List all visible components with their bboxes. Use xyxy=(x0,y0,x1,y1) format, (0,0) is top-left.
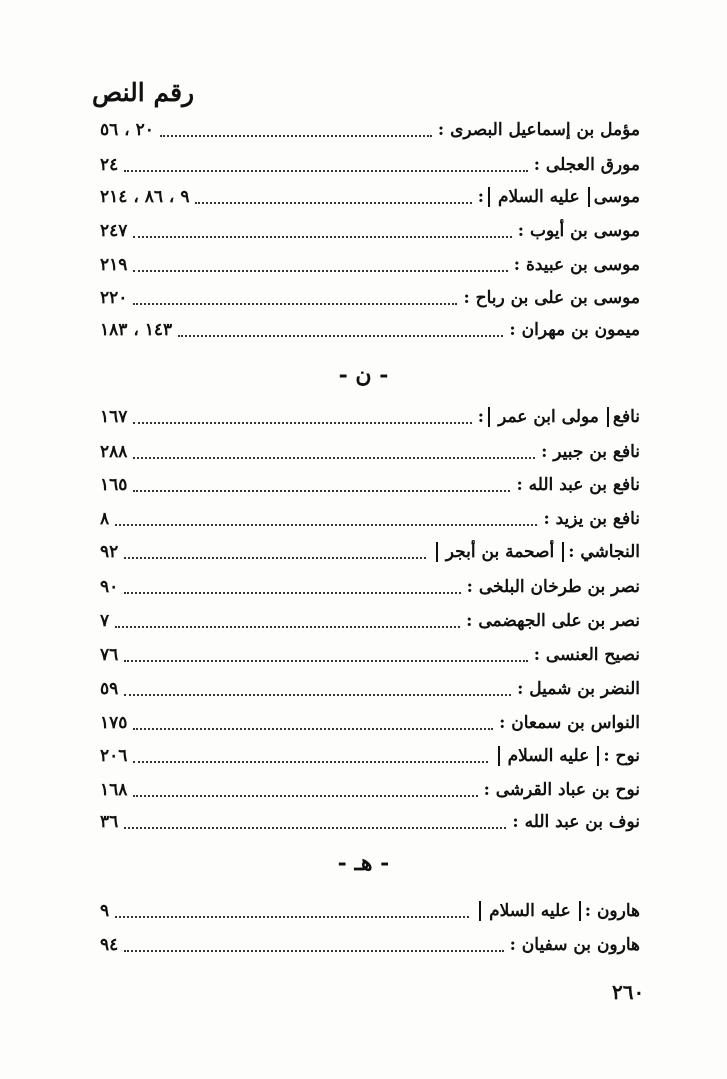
entry-name: موسى xyxy=(593,187,640,207)
entry-name: نافع xyxy=(612,407,640,427)
entry-page-numbers: ٩٠ xyxy=(100,577,119,597)
index-entry xyxy=(100,896,640,926)
entry-name: نوح : xyxy=(603,746,640,766)
entry-page-numbers: ٢٨٨ xyxy=(100,442,128,462)
index-entry xyxy=(100,402,640,432)
index-entry xyxy=(100,437,640,467)
index-entry xyxy=(100,640,640,670)
entry-name: نصيح العنسى : xyxy=(533,645,640,665)
entry-page-numbers: ٢٤٧ xyxy=(100,221,128,241)
dot-leader xyxy=(115,916,469,918)
entry-page-numbers: ٩٢ xyxy=(100,542,119,562)
entry-page-numbers: ١٦٧ xyxy=(100,407,128,427)
dot-leader xyxy=(133,422,471,424)
index-entry xyxy=(100,741,640,771)
page-number: ٢٦٠ xyxy=(612,980,645,1004)
entry-name: هارون : xyxy=(584,901,640,921)
index-entry xyxy=(100,150,640,180)
dot-leader xyxy=(195,202,471,204)
entry-name: نصر بن طرخان البلخى : xyxy=(466,577,640,597)
index-entry xyxy=(100,708,640,738)
dot-leader xyxy=(178,335,503,337)
dot-leader xyxy=(133,457,535,459)
entry-bracket-note: مولى ابن عمر xyxy=(488,407,609,427)
dot-leader xyxy=(124,694,511,696)
index-entry xyxy=(100,315,640,345)
entry-name: نصر بن على الجهضمى : xyxy=(466,611,640,631)
entry-page-numbers: ١٦٨ xyxy=(100,780,128,800)
entry-page-numbers: ٢٢٠ xyxy=(100,288,128,308)
entry-name: النواس بن سمعان : xyxy=(499,713,640,733)
entry-page-numbers: ٩٤ xyxy=(100,935,119,955)
dot-leader xyxy=(133,270,507,272)
entry-name: نافع بن يزيد : xyxy=(543,509,640,529)
section-letter-ha: - هـ - xyxy=(337,850,390,876)
entry-bracket-note: عليه السلام xyxy=(479,901,581,921)
index-entry xyxy=(100,674,640,704)
entry-page-numbers: ٥٩ xyxy=(100,679,119,699)
entry-page-numbers: ٨ xyxy=(100,509,110,529)
index-entry xyxy=(100,537,640,567)
index-entry xyxy=(100,283,640,313)
entry-page-numbers: ٢٠ ، ٥٦ xyxy=(100,120,154,140)
index-entry xyxy=(100,606,640,636)
entry-name: ميمون بن مهران : xyxy=(509,320,640,340)
entry-name: موسى بن أيوب : xyxy=(517,221,640,241)
dot-leader xyxy=(115,626,460,628)
dot-leader xyxy=(124,827,506,829)
index-entry xyxy=(100,572,640,602)
index-entry xyxy=(100,216,640,246)
section-letter-noon: - ن - xyxy=(338,362,389,388)
dot-leader xyxy=(160,135,432,137)
entry-page-numbers: ٩ xyxy=(100,901,110,921)
entry-name: هارون بن سفيان : xyxy=(509,935,640,955)
entry-page-numbers: ١٧٥ xyxy=(100,713,128,733)
entry-name: نوح بن عباد القرشى : xyxy=(483,780,640,800)
entry-page-numbers: ١٤٣ ، ١٨٣ xyxy=(100,320,173,340)
entry-name: مورق العجلى : xyxy=(533,155,640,175)
index-entry xyxy=(100,115,640,145)
entry-page-numbers: ٣٦ xyxy=(100,812,119,832)
entry-name: موسى بن على بن رباح : xyxy=(463,288,640,308)
index-entry xyxy=(100,775,640,805)
entry-name: النجاشي : xyxy=(568,542,640,562)
column-header: رقم النص xyxy=(92,78,195,107)
index-entry xyxy=(100,807,640,837)
dot-leader xyxy=(133,490,510,492)
entry-colon: : xyxy=(477,187,485,207)
entry-page-numbers: ٩ ، ٨٦ ، ٢١٤ xyxy=(100,187,190,207)
dot-leader xyxy=(124,557,426,559)
index-entry xyxy=(100,182,640,212)
dot-leader xyxy=(133,761,487,763)
dot-leader xyxy=(124,592,460,594)
entry-page-numbers: ١٦٥ xyxy=(100,475,128,495)
entry-name: النضر بن شميل : xyxy=(517,679,640,699)
entry-page-numbers: ٢١٩ xyxy=(100,255,128,275)
index-entry xyxy=(100,470,640,500)
dot-leader xyxy=(124,950,503,952)
dot-leader xyxy=(115,524,537,526)
entry-name: نافع بن عبد الله : xyxy=(516,475,640,495)
entry-page-numbers: ٧ xyxy=(100,611,110,631)
entry-colon: : xyxy=(477,407,485,427)
entry-name: نوف بن عبد الله : xyxy=(512,812,640,832)
entry-bracket-note: عليه السلام xyxy=(498,746,600,766)
entry-bracket-note: عليه السلام xyxy=(488,187,590,207)
entry-page-numbers: ٢٤ xyxy=(100,155,119,175)
entry-page-numbers: ٢٠٦ xyxy=(100,746,128,766)
dot-leader xyxy=(133,236,511,238)
dot-leader xyxy=(124,660,527,662)
index-entry xyxy=(100,250,640,280)
entry-page-numbers: ٧٦ xyxy=(100,645,119,665)
index-entry xyxy=(100,930,640,960)
entry-name: موسى بن عبيدة : xyxy=(513,255,640,275)
dot-leader xyxy=(133,728,493,730)
dot-leader xyxy=(133,795,477,797)
entry-name: مؤمل بن إسماعيل البصرى : xyxy=(437,120,640,140)
dot-leader xyxy=(124,170,527,172)
dot-leader xyxy=(133,303,457,305)
entry-name: نافع بن جبير : xyxy=(541,442,640,462)
index-entry xyxy=(100,504,640,534)
entry-bracket-note: أصحمة بن أبجر xyxy=(436,542,564,562)
